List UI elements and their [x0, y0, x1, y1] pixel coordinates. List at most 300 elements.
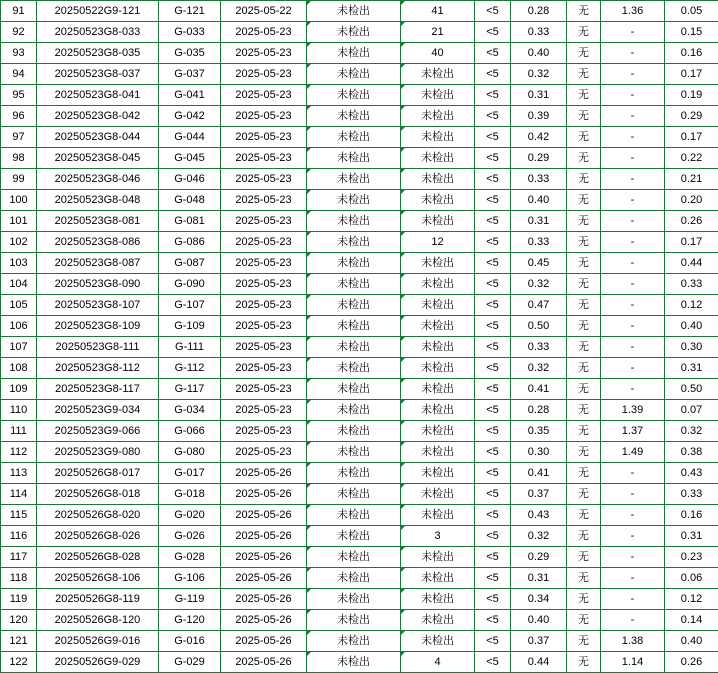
table-cell: 0.50 — [511, 316, 567, 337]
table-cell: 未检出 — [307, 1, 401, 22]
table-cell: 未检出 — [307, 610, 401, 631]
table-cell: <5 — [475, 211, 511, 232]
table-row — [1, 442, 718, 463]
table-cell: 2025-05-23 — [221, 379, 307, 400]
table-cell: - — [601, 127, 665, 148]
table-row — [1, 190, 718, 211]
table-cell: <5 — [475, 484, 511, 505]
table-cell: 未检出 — [401, 442, 475, 463]
table-cell: 未检出 — [401, 316, 475, 337]
table-cell: G-121 — [159, 1, 221, 22]
table-cell: 0.43 — [665, 463, 718, 484]
table-cell: 20250526G8-020 — [37, 505, 159, 526]
table-cell: 1.14 — [601, 652, 665, 673]
table-cell: 20250526G8-120 — [37, 610, 159, 631]
table-cell: 0.29 — [511, 148, 567, 169]
table-cell: - — [601, 253, 665, 274]
table-cell: 2025-05-26 — [221, 484, 307, 505]
table-cell: G-028 — [159, 547, 221, 568]
table-cell: G-112 — [159, 358, 221, 379]
table-cell: 未检出 — [401, 589, 475, 610]
table-cell: <5 — [475, 190, 511, 211]
table-cell: 101 — [1, 211, 37, 232]
table-cell: 未检出 — [401, 190, 475, 211]
table-cell: 118 — [1, 568, 37, 589]
table-row — [1, 463, 718, 484]
table-row — [1, 652, 718, 673]
table-cell: <5 — [475, 106, 511, 127]
table-cell: 未检出 — [307, 400, 401, 421]
table-row — [1, 316, 718, 337]
table-cell: 未检出 — [307, 568, 401, 589]
table-cell: 2025-05-23 — [221, 316, 307, 337]
table-cell: 20250523G8-087 — [37, 253, 159, 274]
table-cell: 2025-05-26 — [221, 589, 307, 610]
table-row — [1, 253, 718, 274]
table-cell: 1.49 — [601, 442, 665, 463]
table-cell: 0.31 — [511, 211, 567, 232]
table-cell: 0.28 — [511, 1, 567, 22]
table-cell: 2025-05-23 — [221, 295, 307, 316]
table-cell: - — [601, 610, 665, 631]
table-cell: 12 — [401, 232, 475, 253]
table-cell: - — [601, 337, 665, 358]
table-cell: 2025-05-23 — [221, 127, 307, 148]
table-cell: <5 — [475, 43, 511, 64]
table-cell: 0.32 — [665, 421, 718, 442]
table-cell: 0.17 — [665, 232, 718, 253]
table-cell: <5 — [475, 547, 511, 568]
table-cell: 0.33 — [665, 274, 718, 295]
table-cell: 1.38 — [601, 631, 665, 652]
table-cell: <5 — [475, 631, 511, 652]
table-cell: - — [601, 232, 665, 253]
table-cell: 无 — [567, 610, 601, 631]
table-cell: G-046 — [159, 169, 221, 190]
table-cell: 未检出 — [307, 442, 401, 463]
table-cell: - — [601, 568, 665, 589]
table-cell: 111 — [1, 421, 37, 442]
table-cell: <5 — [475, 505, 511, 526]
table-cell: 0.50 — [665, 379, 718, 400]
table-cell: 0.21 — [665, 169, 718, 190]
table-cell: G-119 — [159, 589, 221, 610]
table-cell: 2025-05-23 — [221, 400, 307, 421]
table-cell: 未检出 — [401, 400, 475, 421]
table-cell: 20250523G8-033 — [37, 22, 159, 43]
table-cell: G-090 — [159, 274, 221, 295]
table-cell: G-020 — [159, 505, 221, 526]
table-cell: 105 — [1, 295, 37, 316]
table-cell: 0.40 — [511, 190, 567, 211]
table-cell: - — [601, 505, 665, 526]
table-cell: 20250523G8-111 — [37, 337, 159, 358]
table-cell: <5 — [475, 274, 511, 295]
table-cell: 无 — [567, 526, 601, 547]
table-cell: 未检出 — [307, 421, 401, 442]
table-cell: 无 — [567, 358, 601, 379]
table-cell: G-033 — [159, 22, 221, 43]
table-row — [1, 274, 718, 295]
table-cell: 未检出 — [401, 253, 475, 274]
table-cell: 无 — [567, 337, 601, 358]
table-cell: 20250523G8-090 — [37, 274, 159, 295]
table-cell: <5 — [475, 589, 511, 610]
table-cell: 无 — [567, 253, 601, 274]
table-cell: 2025-05-26 — [221, 526, 307, 547]
table-cell: 107 — [1, 337, 37, 358]
table-cell: 0.31 — [511, 85, 567, 106]
table-cell: <5 — [475, 379, 511, 400]
table-cell: 无 — [567, 274, 601, 295]
table-cell: 109 — [1, 379, 37, 400]
table-cell: 0.40 — [511, 43, 567, 64]
table-cell: 未检出 — [401, 295, 475, 316]
table-row — [1, 211, 718, 232]
table-cell: - — [601, 379, 665, 400]
table-cell: 2025-05-23 — [221, 253, 307, 274]
table-cell: 121 — [1, 631, 37, 652]
table-cell: 0.32 — [511, 274, 567, 295]
table-cell: 0.33 — [665, 484, 718, 505]
table-cell: 未检出 — [307, 274, 401, 295]
table-cell: 0.29 — [665, 106, 718, 127]
table-cell: G-120 — [159, 610, 221, 631]
table-cell: G-066 — [159, 421, 221, 442]
table-cell: 2025-05-23 — [221, 22, 307, 43]
table-cell: 20250523G8-045 — [37, 148, 159, 169]
table-cell: 无 — [567, 211, 601, 232]
table-cell: 无 — [567, 379, 601, 400]
table-cell: 20250523G8-109 — [37, 316, 159, 337]
table-cell: G-087 — [159, 253, 221, 274]
table-cell: 113 — [1, 463, 37, 484]
table-cell: 0.41 — [511, 463, 567, 484]
table-cell: <5 — [475, 253, 511, 274]
table-cell: 未检出 — [307, 547, 401, 568]
table-cell: 0.35 — [511, 421, 567, 442]
table-cell: 20250523G9-080 — [37, 442, 159, 463]
table-cell: <5 — [475, 64, 511, 85]
table-cell: 未检出 — [307, 127, 401, 148]
table-cell: 97 — [1, 127, 37, 148]
table-cell: 2025-05-23 — [221, 85, 307, 106]
table-row — [1, 148, 718, 169]
table-cell: 92 — [1, 22, 37, 43]
table-cell: G-017 — [159, 463, 221, 484]
table-cell: G-018 — [159, 484, 221, 505]
table-cell: 20250523G9-066 — [37, 421, 159, 442]
table-cell: 0.28 — [511, 400, 567, 421]
table-cell: 0.38 — [665, 442, 718, 463]
table-cell: 20250526G8-106 — [37, 568, 159, 589]
table-cell: 未检出 — [401, 127, 475, 148]
table-cell: 无 — [567, 463, 601, 484]
table-cell: G-106 — [159, 568, 221, 589]
table-row — [1, 568, 718, 589]
table-cell: 95 — [1, 85, 37, 106]
table-cell: 20250526G8-119 — [37, 589, 159, 610]
table-cell: 41 — [401, 1, 475, 22]
table-cell: 20250526G8-028 — [37, 547, 159, 568]
table-cell: 0.06 — [665, 568, 718, 589]
table-cell: <5 — [475, 652, 511, 673]
table-cell: G-016 — [159, 631, 221, 652]
table-cell: 110 — [1, 400, 37, 421]
table-cell: <5 — [475, 22, 511, 43]
table-cell: 无 — [567, 484, 601, 505]
table-cell: 20250523G8-086 — [37, 232, 159, 253]
table-cell: <5 — [475, 148, 511, 169]
table-cell: 无 — [567, 631, 601, 652]
table-cell: G-037 — [159, 64, 221, 85]
table-cell: G-111 — [159, 337, 221, 358]
table-cell: 未检出 — [401, 421, 475, 442]
table-cell: 无 — [567, 148, 601, 169]
table-row — [1, 85, 718, 106]
table-cell: 0.20 — [665, 190, 718, 211]
table-cell: 2025-05-23 — [221, 106, 307, 127]
table-cell: 未检出 — [401, 337, 475, 358]
table-cell: 99 — [1, 169, 37, 190]
table-cell: 无 — [567, 43, 601, 64]
table-cell: 无 — [567, 316, 601, 337]
table-cell: 0.14 — [665, 610, 718, 631]
table-cell: <5 — [475, 85, 511, 106]
table-cell: 20250523G8-048 — [37, 190, 159, 211]
table-cell: 0.40 — [511, 610, 567, 631]
table-cell: 122 — [1, 652, 37, 673]
table-cell: 无 — [567, 1, 601, 22]
table-cell: 未检出 — [307, 232, 401, 253]
table-cell: 0.33 — [511, 169, 567, 190]
table-cell: 20250523G8-044 — [37, 127, 159, 148]
table-cell: 20250526G8-018 — [37, 484, 159, 505]
table-cell: 未检出 — [401, 211, 475, 232]
table-cell: 0.40 — [665, 631, 718, 652]
table-cell: 2025-05-26 — [221, 547, 307, 568]
table-cell: 0.41 — [511, 379, 567, 400]
table-cell: 2025-05-23 — [221, 232, 307, 253]
table-cell: 未检出 — [401, 463, 475, 484]
table-cell: <5 — [475, 1, 511, 22]
table-cell: <5 — [475, 127, 511, 148]
table-cell: 20250523G8-035 — [37, 43, 159, 64]
table-cell: - — [601, 316, 665, 337]
table-cell: 116 — [1, 526, 37, 547]
table-cell: G-035 — [159, 43, 221, 64]
table-cell: - — [601, 85, 665, 106]
table-cell: 无 — [567, 421, 601, 442]
table-cell: 0.32 — [511, 358, 567, 379]
table-cell: 98 — [1, 148, 37, 169]
table-cell: 未检出 — [307, 526, 401, 547]
table-cell: 0.47 — [511, 295, 567, 316]
table-cell: 无 — [567, 568, 601, 589]
table-cell: 2025-05-23 — [221, 43, 307, 64]
table-cell: 20250523G8-042 — [37, 106, 159, 127]
table-row — [1, 505, 718, 526]
table-row — [1, 547, 718, 568]
table-cell: 2025-05-26 — [221, 505, 307, 526]
table-cell: 4 — [401, 652, 475, 673]
table-cell: 无 — [567, 589, 601, 610]
table-cell: 0.33 — [511, 232, 567, 253]
table-cell: 0.42 — [511, 127, 567, 148]
table-cell: - — [601, 106, 665, 127]
table-cell: 0.33 — [511, 337, 567, 358]
table-cell: 20250526G8-017 — [37, 463, 159, 484]
table-row — [1, 484, 718, 505]
table-cell: G-034 — [159, 400, 221, 421]
table-row — [1, 64, 718, 85]
table-cell: <5 — [475, 400, 511, 421]
table-cell: 无 — [567, 106, 601, 127]
table-row — [1, 631, 718, 652]
table-cell: 2025-05-23 — [221, 148, 307, 169]
table-cell: 无 — [567, 505, 601, 526]
table-cell: 0.29 — [511, 547, 567, 568]
table-row — [1, 295, 718, 316]
table-cell: 无 — [567, 64, 601, 85]
table-row — [1, 106, 718, 127]
table-cell: 1.39 — [601, 400, 665, 421]
table-cell: 20250526G8-026 — [37, 526, 159, 547]
table-cell: <5 — [475, 358, 511, 379]
table-cell: 未检出 — [307, 505, 401, 526]
table-cell: 未检出 — [307, 106, 401, 127]
table-cell: 117 — [1, 547, 37, 568]
table-cell: 未检出 — [401, 484, 475, 505]
table-cell: 0.16 — [665, 505, 718, 526]
table-row — [1, 22, 718, 43]
table-cell: G-109 — [159, 316, 221, 337]
table-cell: 20250523G8-041 — [37, 85, 159, 106]
table-row — [1, 169, 718, 190]
table-cell: 未检出 — [401, 85, 475, 106]
table-cell: 未检出 — [307, 148, 401, 169]
table-cell: 114 — [1, 484, 37, 505]
table-cell: 未检出 — [401, 568, 475, 589]
table-cell: 2025-05-23 — [221, 169, 307, 190]
table-cell: 无 — [567, 85, 601, 106]
table-cell: 未检出 — [307, 358, 401, 379]
table-cell: 102 — [1, 232, 37, 253]
table-cell: <5 — [475, 442, 511, 463]
table-cell: 20250523G8-112 — [37, 358, 159, 379]
table-cell: 0.23 — [665, 547, 718, 568]
table-cell: 无 — [567, 190, 601, 211]
table-cell: 0.15 — [665, 22, 718, 43]
table-cell: 0.05 — [665, 1, 718, 22]
table-cell: 0.32 — [511, 64, 567, 85]
table-cell: 未检出 — [307, 64, 401, 85]
table-cell: 3 — [401, 526, 475, 547]
table-cell: 0.12 — [665, 295, 718, 316]
table-cell: 未检出 — [401, 379, 475, 400]
table-cell: 0.22 — [665, 148, 718, 169]
table-cell: 无 — [567, 547, 601, 568]
table-cell: 无 — [567, 232, 601, 253]
table-cell: 20250523G8-046 — [37, 169, 159, 190]
table-cell: 0.17 — [665, 64, 718, 85]
table-cell: 21 — [401, 22, 475, 43]
table-cell: 无 — [567, 295, 601, 316]
table-cell: 未检出 — [307, 253, 401, 274]
table-cell: 未检出 — [307, 22, 401, 43]
table-cell: - — [601, 148, 665, 169]
table-cell: - — [601, 43, 665, 64]
table-cell: - — [601, 484, 665, 505]
table-cell: 0.44 — [665, 253, 718, 274]
table-cell: 0.17 — [665, 127, 718, 148]
table-cell: 未检出 — [307, 85, 401, 106]
table-cell: - — [601, 358, 665, 379]
table-cell: 0.12 — [665, 589, 718, 610]
table-cell: G-080 — [159, 442, 221, 463]
table-cell: 2025-05-23 — [221, 190, 307, 211]
table-cell: 未检出 — [307, 43, 401, 64]
table-cell: - — [601, 589, 665, 610]
table-cell: - — [601, 463, 665, 484]
table-cell: 1.37 — [601, 421, 665, 442]
table-body — [1, 1, 718, 673]
table-cell: 未检出 — [401, 148, 475, 169]
table-cell: 0.07 — [665, 400, 718, 421]
table-cell: 96 — [1, 106, 37, 127]
table-cell: 0.37 — [511, 631, 567, 652]
table-cell: 无 — [567, 442, 601, 463]
table-cell: 无 — [567, 400, 601, 421]
table-cell: <5 — [475, 610, 511, 631]
table-cell: 未检出 — [307, 295, 401, 316]
table-cell: <5 — [475, 568, 511, 589]
table-cell: <5 — [475, 526, 511, 547]
table-cell: 未检出 — [307, 337, 401, 358]
table-cell: 未检出 — [307, 631, 401, 652]
table-cell: <5 — [475, 463, 511, 484]
table-row — [1, 526, 718, 547]
table-row — [1, 1, 718, 22]
table-cell: 2025-05-23 — [221, 274, 307, 295]
table-row — [1, 127, 718, 148]
table-cell: 0.39 — [511, 106, 567, 127]
table-cell: <5 — [475, 232, 511, 253]
table-cell: - — [601, 211, 665, 232]
table-cell: - — [601, 64, 665, 85]
table-cell: 2025-05-23 — [221, 337, 307, 358]
table-cell: 0.26 — [665, 211, 718, 232]
table-cell: 94 — [1, 64, 37, 85]
table-cell: G-086 — [159, 232, 221, 253]
table-cell: G-041 — [159, 85, 221, 106]
table-cell: 无 — [567, 22, 601, 43]
table-cell: 20250523G8-037 — [37, 64, 159, 85]
table-cell: 无 — [567, 127, 601, 148]
table-cell: 20250523G8-117 — [37, 379, 159, 400]
table-cell: 103 — [1, 253, 37, 274]
table-cell: G-107 — [159, 295, 221, 316]
table-cell: 未检出 — [401, 274, 475, 295]
table-cell: 0.40 — [665, 316, 718, 337]
table-cell: 106 — [1, 316, 37, 337]
table-cell: 20250526G9-016 — [37, 631, 159, 652]
table-cell: 2025-05-23 — [221, 211, 307, 232]
table-cell: 115 — [1, 505, 37, 526]
table-cell: 未检出 — [307, 211, 401, 232]
table-cell: 未检出 — [401, 358, 475, 379]
table-cell: G-026 — [159, 526, 221, 547]
